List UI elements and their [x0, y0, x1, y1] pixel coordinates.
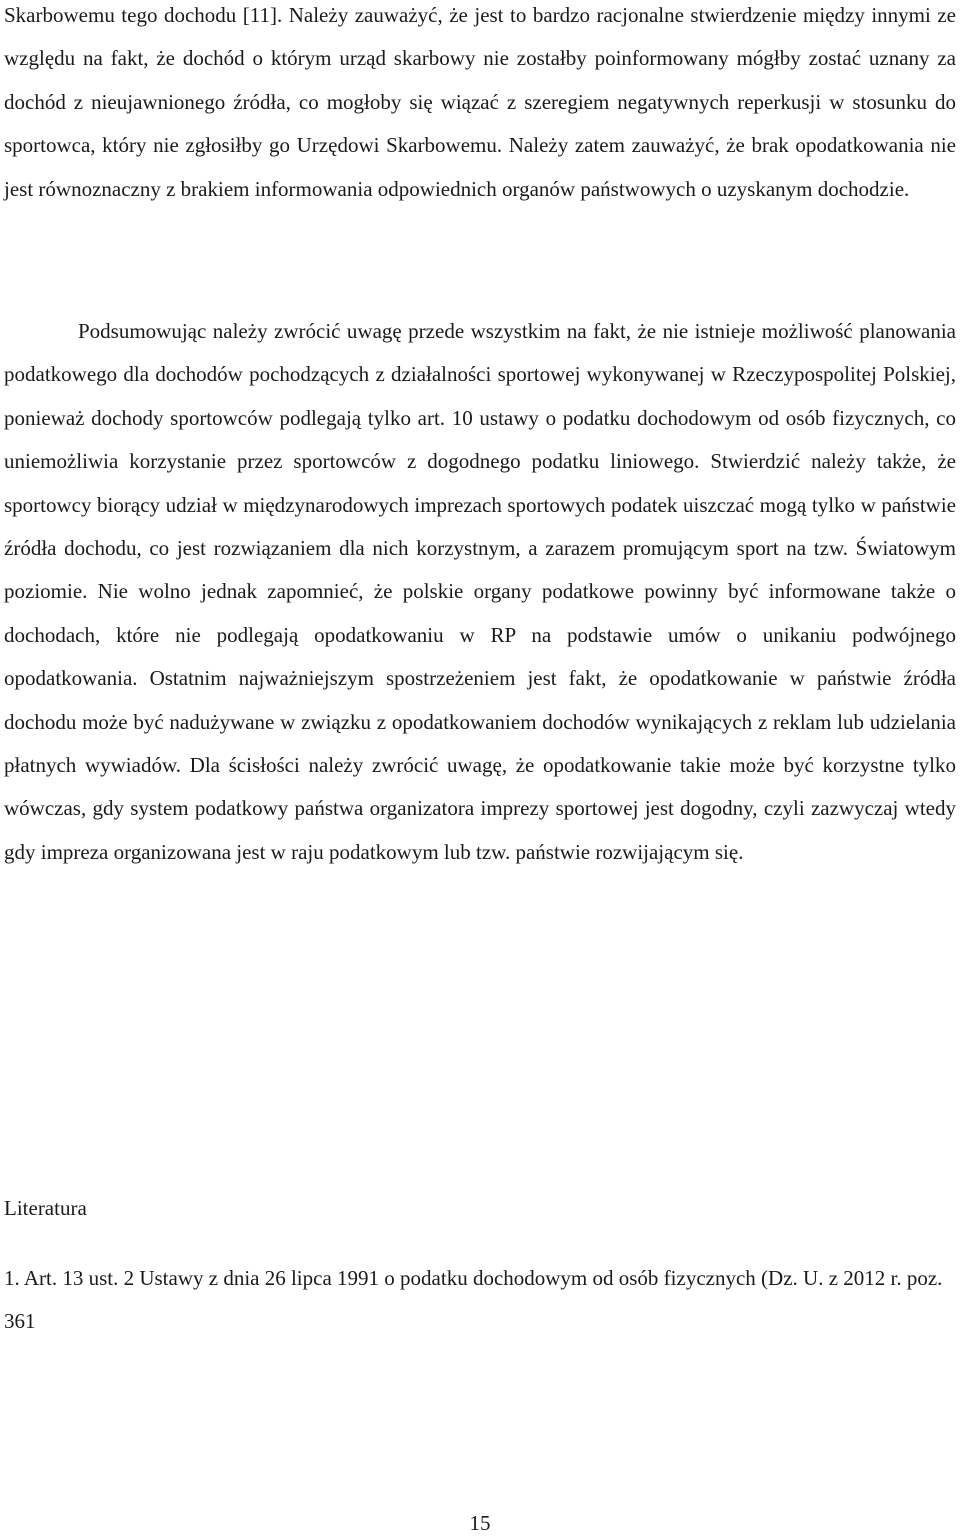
- paragraph-summary: Podsumowując należy zwrócić uwagę przede wszystkim na fakt, że nie istnieje możliwość planowania podatkowego dla dochodów pochodzących z działalności sportowej wykonywanej w Rzeczypospolitej Polskiej, ponieważ dochody sportowców podlegają tylko art. 10 ustawy o podatku dochodowym od osób fizycznych, co uniemożliwia korzystanie przez sportowców z dogodnego podatku liniowego. Stwierdzić należy także, że sportowcy biorący udział w międzynarodowych imprezach sportowych podatek uiszczać mogą tylko w państwie źródła dochodu, co jest rozwiązaniem dla nich korzystnym, a zarazem promującym sport na tzw. Światowym poziomie. Nie wolno jednak zapomnieć, że polskie organy podatkowe powinny być informowane także o dochodach, które nie podlegają opodatkowaniu w RP na podstawie umów o unikaniu podwójnego opodatkowania. Ostatnim najważniejszym spostrzeżeniem jest fakt, że opodatkowanie w państwie źródła dochodu może być nadużywane w związku z opodatkowaniem dochodów wynikających z reklam lub udzielania płatnych wywiadów. Dla ścisłości należy zwrócić uwagę, że opodatkowanie takie może być korzystne tylko wówczas, gdy system podatkowy państwa organizatora imprezy sportowej jest dogodny, czyli zazwyczaj wtedy gdy impreza organizowana jest w raju podatkowym lub tzw. państwie rozwijającym się.: [4, 319, 956, 864]
- page-number: 15: [469, 1511, 491, 1535]
- references-list: [4, 1257, 956, 1344]
- paragraph-continued: Skarbowemu tego dochodu [11]. Należy zauważyć, że jest to bardzo racjonalne stwierdzenie między innymi ze względu na fakt, że dochód o którym urząd skarbowy nie zostałby poinformowany mógłby zostać uznany za dochód z nieujawnionego źródła, co mogłoby się wiązać z szeregiem negatywnych reperkusji w stosunku do sportowca, który nie zgłosiłby go Urzędowi Skarbowemu. Należy zatem zauważyć, że brak opodatkowania nie jest równoznaczny z brakiem informowania odpowiednich organów państwowych o uzyskanym dochodzie.: [4, 3, 956, 201]
- reference-item: 1. Art. 13 ust. 2 Ustawy z dnia 26 lipca 1991 o podatku dochodowym od osób fizycznych (Dz. U. z 2012 r. poz. 361: [4, 1266, 943, 1334]
- references-heading: Literatura: [4, 1196, 87, 1220]
